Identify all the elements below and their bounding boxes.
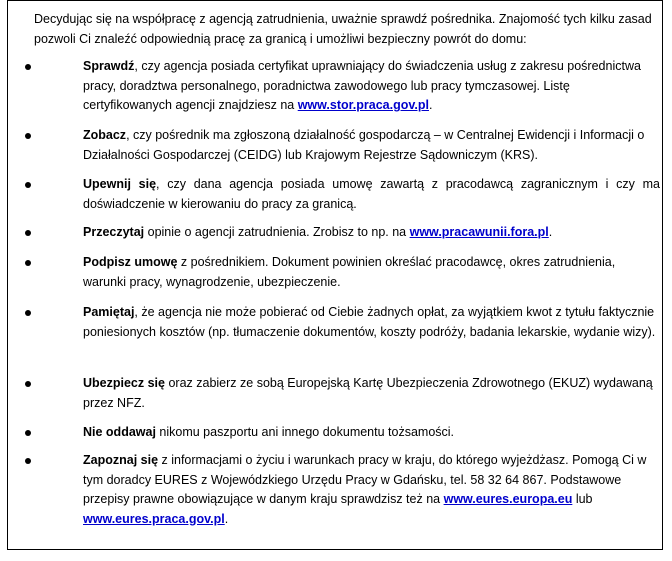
bullet-icon [25, 458, 31, 464]
bullet-icon [25, 381, 31, 387]
stor-link[interactable]: www.stor.praca.gov.pl [297, 98, 429, 112]
intro-paragraph: Decydując się na współpracę z agencją zatrudnienia, uważnie sprawdź pośrednika. Znajomość tych kilku zasad pozwoli Ci znaleźć odpowiednią pracę za granicą i umożliwi bezpieczny powrót do domu: [34, 12, 652, 46]
bullet-text [83, 423, 660, 443]
bullet-body: nikomu paszportu ani innego dokumentu tożsamości. [155, 425, 455, 439]
bullet-body: , że agencja nie może pobierać od Ciebie żadnych opłat, za wyjątkiem kwot z tytułu faktycznie poniesionych kosztów (np. tłumaczenie dokumentów, koszty podróży, badania lekarskie, wydanie wizy). [83, 305, 656, 339]
pracawunii-link[interactable]: www.pracawunii.fora.pl [409, 225, 549, 239]
bullet-body: , czy agencja posiada certyfikat uprawniający do świadczenia usług z zakresu pośrednictwa pracy, doradztwa personalnego, poradnictwa zawodowego lub pracy tymczasowej. Listę certyfikowanych agencji znajdziesz na [83, 59, 641, 112]
bullet-end: . [428, 98, 433, 112]
bullet-bold: Sprawdź [83, 59, 135, 73]
list-item [54, 253, 660, 292]
bullet-body: opinie o agencji zatrudnienia. Zrobisz to np. na [144, 225, 410, 239]
bullet-text [83, 303, 660, 342]
bullet-bold: Nie oddawaj [83, 425, 156, 439]
bullet-text [83, 253, 660, 292]
bullet-body: z pośrednikiem. Dokument powinien określać pracodawcę, okres zatrudnienia, warunki pracy, wynagrodzenie, ubezpieczenie. [83, 255, 616, 289]
bullet-icon [25, 182, 31, 188]
bullet-mid: lub [572, 492, 593, 506]
eures-praca-link[interactable]: www.eures.praca.gov.pl [83, 511, 225, 526]
list-item [54, 223, 660, 243]
bullet-icon [25, 133, 31, 139]
bullet-end: . [548, 225, 553, 239]
bullet-text [83, 451, 660, 529]
list-item [54, 303, 660, 342]
list-item [54, 451, 660, 529]
bullet-text [83, 126, 660, 165]
bullet-bold: Przeczytaj [83, 225, 145, 239]
bullet-text [83, 223, 660, 243]
eures-europa-link[interactable]: www.eures.europa.eu [443, 492, 573, 506]
bullet-bold: Pamiętaj [83, 305, 135, 319]
bullet-bold: Upewnij się [83, 177, 157, 191]
list-item [54, 175, 660, 214]
bullet-body: , czy pośrednik ma zgłoszoną działalność gospodarczą – w Centralnej Ewidencji i Informacji o Działalności Gospodarczej (CEIDG) lub Krajowym Rejestrze Sądowniczym (KRS). [83, 128, 645, 162]
document-box [7, 0, 663, 550]
bullet-body: oraz zabierz ze sobą Europejską Kartę Ubezpieczenia Zdrowotnego (EKUZ) wydawaną przez NFZ. [83, 376, 653, 410]
bullet-text [83, 57, 660, 116]
bullet-icon [25, 260, 31, 266]
list-item [54, 374, 660, 413]
bullet-bold: Zapoznaj się [83, 453, 159, 467]
bullet-icon [25, 430, 31, 436]
bullet-body: z informacjami o życiu i warunkach pracy w kraju, do którego wyjeżdżasz. Pomogą Ci w tym doradcy EURES z Wojewódzkiego Urzędu Pracy w Gdańsku, tel. 58 32 64 867. Podstawowe przepisy prawne obowiązujące w danym kraju sprawdzisz też na [83, 453, 647, 506]
list-item [54, 57, 660, 116]
bullet-bold: Zobacz [83, 128, 127, 142]
list-item [54, 423, 660, 443]
bullet-icon [25, 64, 31, 70]
bullet-body: , czy dana agencja posiada umowę zawartą z pracodawcą zagranicznym i czy ma doświadczenie w kierowaniu do pracy za granicą. [83, 177, 660, 211]
bullet-end: . [224, 511, 229, 526]
bullet-bold: Ubezpiecz się [83, 376, 165, 390]
bullet-bold: Podpisz umowę [83, 255, 178, 269]
bullet-icon [25, 230, 31, 236]
bullet-icon [25, 310, 31, 316]
bullet-text [83, 374, 660, 413]
bullet-text [83, 175, 660, 214]
list-item [54, 126, 660, 165]
